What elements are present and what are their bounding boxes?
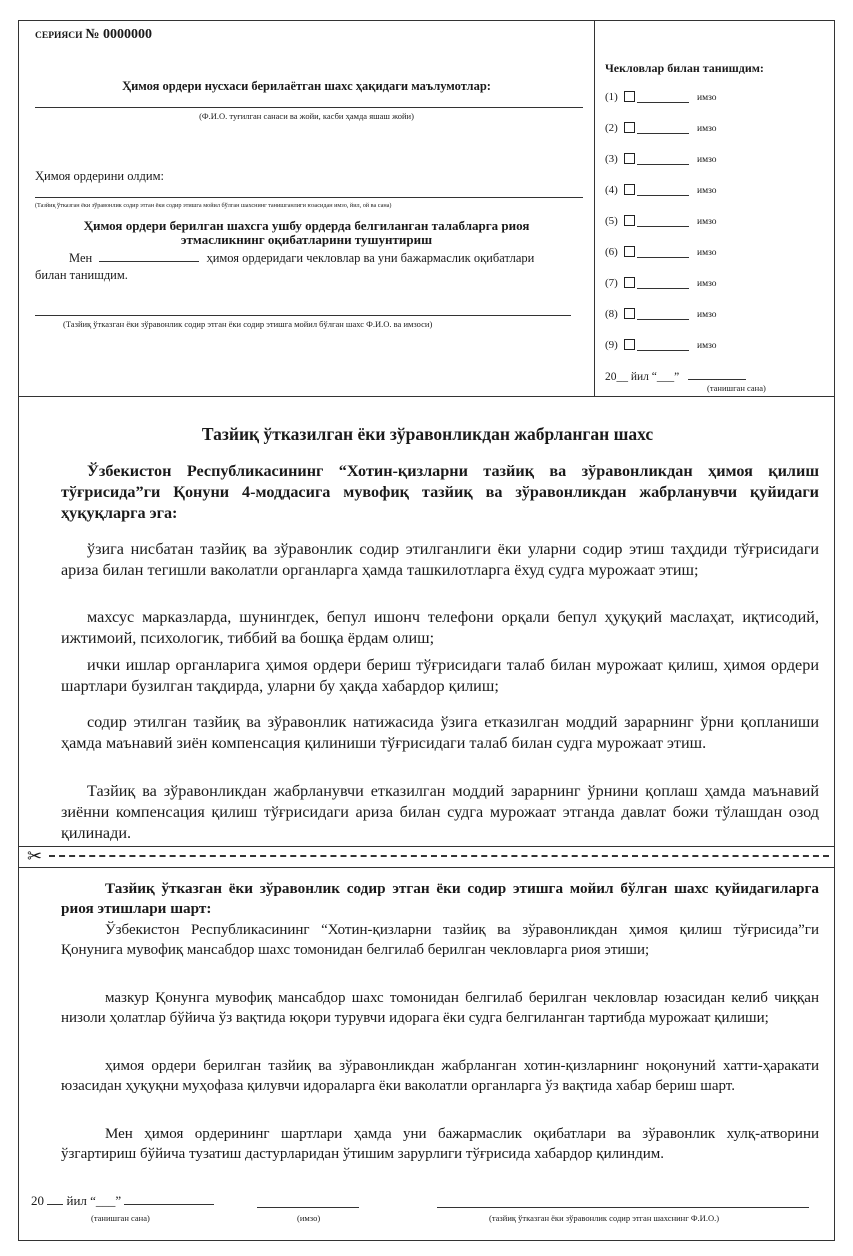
offender-sign-caption: (имзо) — [297, 1213, 321, 1223]
restriction-number: (1) — [605, 91, 618, 103]
consequences-title-line-2: этмасликнинг оқибатларини тушунтириш — [180, 232, 433, 247]
restriction-sign-label: имзо — [697, 93, 717, 103]
restriction-signature-blank[interactable] — [637, 247, 689, 258]
restriction-row — [605, 308, 717, 320]
offender-date-line — [31, 1193, 214, 1209]
restriction-row — [605, 246, 717, 258]
restriction-row — [605, 215, 717, 227]
consequences-title — [19, 219, 594, 247]
consequences-text-1a: Мен — [69, 251, 93, 265]
restriction-row — [605, 122, 717, 134]
fio-caption: (Ф.И.О. туғилган санаси ва жойи, касби ҳамда яшаш жойи) — [199, 111, 414, 121]
fio-signature-line[interactable] — [35, 315, 571, 316]
victim-paragraph-4: содир этилган тазйиқ ва зўравонлик натижасида ўзига етказилган моддий зарарнинг ўрни қопланиши ҳамда маънавий зиён компенсация қилиниши тўғрисидаги талаб билан судга мурожаат этиш. — [61, 713, 819, 752]
victim-paragraph-1: ўзига нисбатан тазйиқ ва зўравонлик содир этилганлиги ёки уларни содир этиш таҳдиди тўғрисидаги ариза билан тегишли ваколатли органларга ҳамда ташкилотларга ёхуд судга мурожаат этиш; — [61, 540, 819, 579]
restriction-checkbox[interactable] — [624, 153, 635, 164]
restriction-signature-blank[interactable] — [637, 154, 689, 165]
copy-recipient-section — [19, 21, 594, 396]
restriction-signature-blank[interactable] — [637, 185, 689, 196]
restriction-checkbox[interactable] — [624, 91, 635, 102]
offender-paragraph-2: мазкур Қонунга мувофиқ мансабдор шахс томонидан белгилаб берилган чекловлар юзасидан келиб чиққан низоли ҳолатлар бўйича ўз вақтида юқори турувчи идорага ёки судга белгиланган тартибда мурожаат қилиши; — [61, 990, 819, 1026]
offender-year-blank[interactable] — [47, 1194, 63, 1205]
restriction-sign-label: имзо — [697, 279, 717, 289]
series-header — [35, 27, 152, 43]
restriction-signature-blank[interactable] — [637, 309, 689, 320]
restriction-number: (7) — [605, 277, 618, 289]
restrictions-date-line — [605, 369, 746, 383]
cut-top-border — [19, 846, 834, 847]
victim-paragraph-2: махсус марказларда, шунингдек, бепул ишонч телефони орқали бепул ҳуқуқий маслаҳат, иқтисодий, ижтимоий, психологик, тиббий ва бошқа ёрдам олиш; — [61, 608, 819, 647]
offender-paragraph-4: Мен ҳимоя ордерининг шартлари ҳамда уни бажармаслик оқибатлари ва зўравонлик хулқ-атворини ўзгартириш бўйича тузатиш дастурларидан ўтишим зарурлиги тўғрисида хабардор қилиндим. — [61, 1126, 819, 1162]
restriction-row — [605, 277, 717, 289]
restriction-sign-label: имзо — [697, 186, 717, 196]
restriction-sign-label: имзо — [697, 248, 717, 258]
restrictions-date-text: 20__ йил “___” — [605, 371, 680, 383]
victim-section-title: Тазйиқ ўтказилган ёки зўравонликдан жабрланган шахс — [201, 424, 654, 444]
restriction-checkbox[interactable] — [624, 308, 635, 319]
restriction-number: (5) — [605, 215, 618, 227]
restriction-number: (6) — [605, 246, 618, 258]
restrictions-section — [594, 21, 835, 396]
section-divider — [19, 396, 834, 397]
scissors-icon: ✂ — [27, 846, 43, 866]
consequences-title-line-1: Ҳимоя ордери берилган шахсга ушбу ордерда белгиланган талабларга риоя — [83, 218, 530, 233]
form-page — [18, 20, 835, 1241]
victim-paragraph-5: Тазйиқ ва зўравонликдан жабрланувчи етказилган моддий зарарнинг ўрнини қоплаш ҳамда маънавий зиённи компенсация қилиш тўғрисидаги ариза билан судга мурожаат этганда давлат божи тўлашдан озод қилинади. — [61, 782, 819, 842]
restriction-sign-label: имзо — [697, 155, 717, 165]
restriction-number: (4) — [605, 184, 618, 196]
received-caption: (Тазйиқ ўтказган ёки зўравонлик содир этган ёки содир этишга мойил бўлган шахснинг танишганлиги юзасидан имзо, йил, ой ва сана) — [35, 202, 392, 209]
offender-date-blank[interactable] — [124, 1194, 214, 1205]
offender-paragraph-3: ҳимоя ордери берилган тазйиқ ва зўравонликдан жабрланган хотин-қизларнинг ноқонуний хатти-ҳаракати юзасидан ҳуқуқни муҳофаза қилувчи идораларга ёки ваколатли органларга ўз вақтида хабар бериш шарт. — [61, 1058, 819, 1094]
signature-caption: (Тазйиқ ўтказган ёки зўравонлик содир этган ёки содир этишга мойил бўлган шахс Ф.И.О. ва имзоси) — [63, 319, 433, 329]
cut-line — [49, 855, 829, 857]
restriction-checkbox[interactable] — [624, 184, 635, 195]
offender-fio-caption: (тазйиқ ўтказган ёки зўравонлик содир этган шахснинг Ф.И.О.) — [489, 1213, 720, 1223]
restriction-row — [605, 91, 717, 103]
offender-date-caption: (танишган сана) — [91, 1213, 150, 1223]
fio-line[interactable] — [35, 107, 583, 108]
offender-date-mid: йил “___” — [66, 1193, 122, 1208]
consequences-text-1b: ҳимоя ордеридаги чекловлар ва уни бажармаслик оқибатлари — [206, 251, 535, 265]
offender-sign-line[interactable] — [257, 1207, 359, 1208]
restriction-sign-label: имзо — [697, 310, 717, 320]
cut-bottom-border — [19, 867, 834, 868]
restrictions-title: Чекловлар билан танишдим: — [605, 61, 764, 75]
offender-fio-line[interactable] — [437, 1207, 809, 1208]
restriction-signature-blank[interactable] — [637, 216, 689, 227]
restriction-sign-label: имзо — [697, 217, 717, 227]
restriction-number: (8) — [605, 308, 618, 320]
offender-section-title: Тазйиқ ўтказган ёки зўравонлик содир этган ёки содир этишга мойил бўлган шахс қуйидагиларга риоя этишлари шарт: — [61, 880, 819, 917]
restriction-number: (2) — [605, 122, 618, 134]
restriction-checkbox[interactable] — [624, 246, 635, 257]
series-label: СЕРИЯСИ — [35, 31, 83, 41]
restriction-number: (9) — [605, 339, 618, 351]
victim-paragraph-3: ички ишлар органларига ҳимоя ордери бериш тўғрисидаги талаб билан мурожаат қилиш, ҳимоя ордери шартлари бузилган тақдирда, уларни бу ҳақда хабардор қилиш; — [61, 656, 819, 695]
restriction-signature-blank[interactable] — [637, 340, 689, 351]
restriction-row — [605, 184, 717, 196]
received-signature-line[interactable] — [35, 197, 583, 198]
restriction-checkbox[interactable] — [624, 215, 635, 226]
offender-paragraph-1: Ўзбекистон Республикасининг “Хотин-қизларни тазйиқ ва зўравонликдан ҳимоя қилиш тўғрисида”ги Қонунига мувофиқ мансабдор шахс томонидан белгилаб берилган чекловларга риоя этиши; — [61, 922, 819, 958]
series-number: № 0000000 — [85, 27, 152, 42]
restriction-checkbox[interactable] — [624, 339, 635, 350]
restriction-signature-blank[interactable] — [637, 123, 689, 134]
restriction-row — [605, 339, 717, 351]
restriction-sign-label: имзо — [697, 124, 717, 134]
restrictions-date-caption: (танишган сана) — [707, 383, 766, 393]
copy-section-title: Ҳимоя ордери нусхаси берилаётган шахс ҳақидаги маълумотлар: — [122, 79, 491, 93]
received-label: Ҳимоя ордерини олдим: — [35, 169, 164, 183]
restriction-number: (3) — [605, 153, 618, 165]
consequences-text-2: билан танишдим. — [35, 268, 128, 282]
offender-date-prefix: 20 — [31, 1193, 44, 1208]
restriction-checkbox[interactable] — [624, 277, 635, 288]
restriction-signature-blank[interactable] — [637, 278, 689, 289]
restriction-sign-label: имзо — [697, 341, 717, 351]
restrictions-date-blank[interactable] — [688, 369, 746, 380]
name-blank[interactable] — [99, 250, 199, 262]
restriction-row — [605, 153, 717, 165]
restriction-checkbox[interactable] — [624, 122, 635, 133]
consequences-text — [35, 250, 595, 284]
restriction-signature-blank[interactable] — [637, 92, 689, 103]
victim-intro: Ўзбекистон Республикасининг “Хотин-қизларни тазйиқ ва зўравонликдан ҳимоя қилиш тўғрисида”ги Қонуни 4-моддасига мувофиқ тазйиқ ва зўравонликдан жабрланувчи қуйидаги ҳуқуқларга эга: — [61, 462, 819, 522]
